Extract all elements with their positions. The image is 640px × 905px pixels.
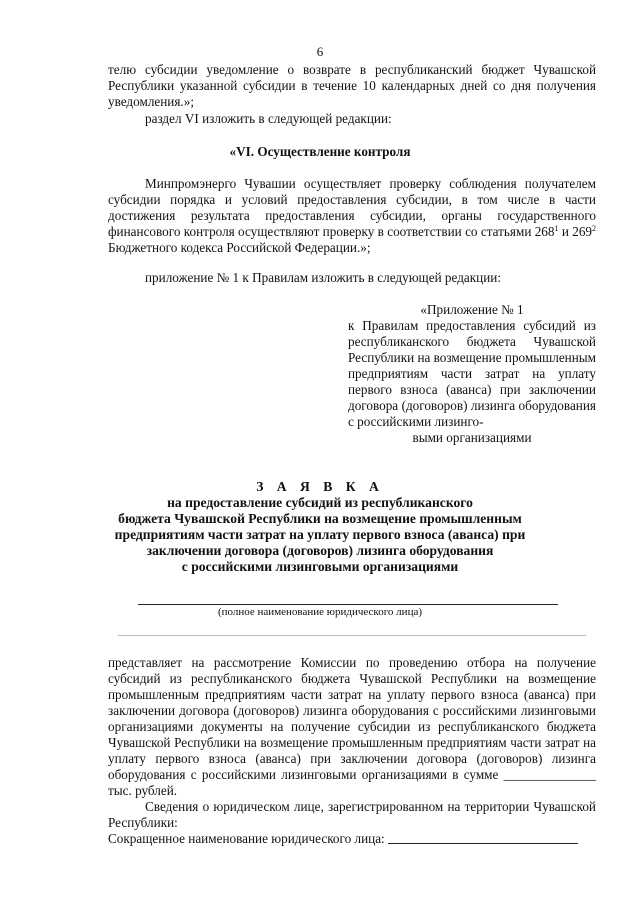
application-subtitle-line-4: заключении договора (договоров) лизинга оборудования [146,543,494,558]
short-name-blank [388,831,578,844]
short-name-label: Сокращенное наименование юридического лица: [108,831,389,846]
application-title: З А Я В К А [256,479,384,494]
appendix-description-end: выми организациями [412,430,532,445]
paragraph-control: Минпромэнерго Чувашии осуществляет проверку соблюдения получателем субсидии порядка и условий предоставления субсидии, в том числе в части достижения результата предоставления субсидии, органы государственного финансового контроля осуществляют проверку в соответствии со статьями $268^1$ и $269^2$ Бюджетного кодекса Российской Федерации.»; [108,176,597,255]
page-number: 6 [316,44,324,59]
application-subtitle-line-2: бюджета Чувашской Республики на возмещение промышленным [118,511,522,526]
legal-entity-name-line-2 [118,635,586,636]
amount-blank: ______________ [503,767,596,782]
paragraph-appendix-intro: приложение № 1 к Правилам изложить в следующей редакции: [145,270,502,285]
application-subtitle-line-5: с российскими лизинговыми организациями [181,559,459,574]
appendix-heading-block [348,302,596,446]
appendix-number: «Приложение № 1 [420,302,524,317]
application-subtitle-line-3: предприятиям части затрат на уплату первого взноса (аванса) при [114,527,526,542]
application-body [108,655,596,847]
legal-entity-caption: (полное наименование юридического лица) [217,606,422,618]
appendix-description: к Правилам предоставления субсидий из республиканского бюджета Чувашской Республики на возмещение промышленным предприятиям части затрат на уплату первого взноса (аванса) при заключении договора (договоров) лизинга оборудования с российскими лизинго- [348,318,596,429]
legal-entity-info: Сведения о юридическом лице, зарегистрированном на территории Чувашской Республики: [108,799,596,830]
section-title: «VI. Осуществление контроля [229,144,411,159]
application-title-block [0,479,640,575]
application-subtitle-line-1: на предоставление субсидий из республиканского [167,495,473,510]
short-name-row [108,831,596,847]
application-body-paragraph: представляет на рассмотрение Комиссии по проведению отбора на получение субсидий из республиканского бюджета Чувашской Республики на возмещение промышленным предприятиям части затрат на уплату первого взноса (аванса) при заключении договора (договоров) лизинга оборудования с российскими лизинговыми организациями документы на получение субсидии из республиканского бюджета Чувашской Республики на возмещение промышленным предприятиям части затрат на уплату первого взноса (аванса) при заключении договора (договоров) лизинга оборудования с российскими лизинговыми организациями в сумме ______________ тыс. рублей. [108,655,596,798]
paragraph-subsidy-return: телю субсидии уведомление о возврате в республиканский бюджет Чувашской Республики указанной субсидии в течение 10 календарных дней со дня получения уведомления.»; [108,62,596,109]
paragraph-section-vi-intro: раздел VI изложить в следующей редакции: [145,111,392,126]
